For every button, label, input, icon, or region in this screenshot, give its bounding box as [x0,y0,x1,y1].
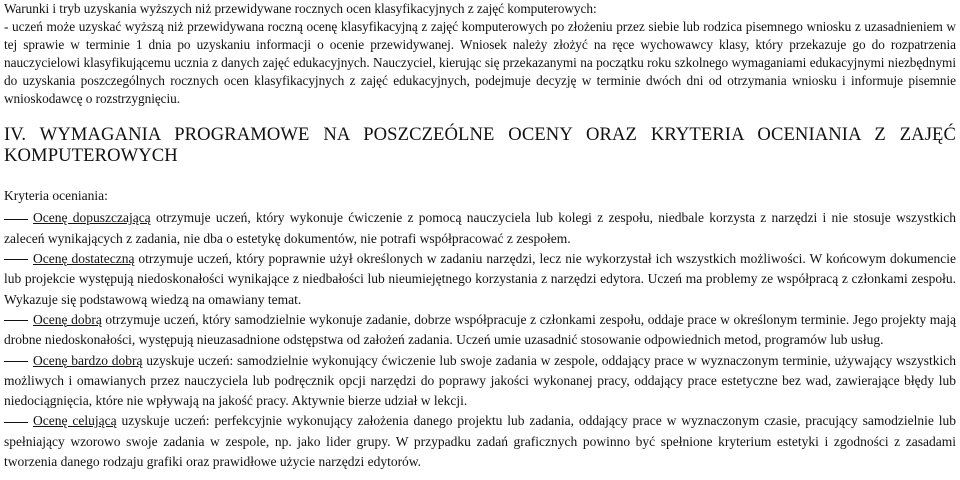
grade-label: Ocenę dopuszczającą [33,210,151,226]
criterion-text: otrzymuje uczeń, który samodzielnie wykonuje zadanie, dobrze współpracuje z członkami zespołu, oddaje prace w określonym terminie. Jego projekty mają drobne niedoskonałości, występują nieuzasadnione odstępstwa od założeń zadania. Uczeń umie uzasadnić stosowanie odpowiednich metod, programów lub usług. [4,311,957,348]
criterion-text: otrzymuje uczeń, który wykonuje ćwiczenie z pomocą nauczyciela lub kolegi z zespołu, niedbale korzysta z narzędzi i nie stosuje wszystkich zaleceń wynikających z zadania, nie dba o estetykę dokumentów, nie potrafi współpracować z zespołem. [4,210,956,246]
criterion-bardzo-dobra [4,351,956,412]
dash-bullet [4,259,28,260]
dash-bullet [4,361,28,362]
intro-paragraph: - uczeń może uzyskać wyższą niż przewidywana roczną ocenę klasyfikacyjną z zajęć komputerowych po złożeniu przez siebie lub rodzica pisemnego wniosku z uzasadnieniem w tej sprawie w terminie 1 dnia po uzyskaniu informacji o ocenie przewidywanej. Wniosek należy złożyć na ręce wychowawcy klasy, który przekazuje go do rozpatrzenia nauczycielowi klasyfikującemu ucznia z danych zajęć edukacyjnych. Nauczyciel, kierując się przekazanymi na początku roku szkolnego wymaganiami edukacyjnymi niezbędnymi do uzyskania poszczególnych rocznych ocen klasyfikacyjnych z zajęć edukacyjnych, podejmuje decyzję w terminie dwóch dni od otrzymania wniosku i informuje pisemnie wnioskodawcę o rozstrzygnięciu. [4,18,956,106]
dash-bullet [4,320,28,321]
criterion-dostateczna [4,249,956,310]
criterion-text: uzyskuje uczeń: perfekcyjnie wykonujący założenia danego projektu lub zadania, oddający prace w wyznaczonym czasie, pracujący samodzielnie lub spełniający wzorowo swoje zadania w zespole, np. jako lider grupy. W przypadku zadań graficznych powinno być spełnione kryterium estetyki i zgodności z zasadami tworzenia danego rodzaju grafiki oraz prawidłowe użycie narzędzi edytorów. [4,413,957,469]
criterion-celujaca [4,411,956,472]
grade-label: Ocenę dostateczną [33,251,135,267]
intro-title: Warunki i tryb uzyskania wyższych niż przewidywane rocznych ocen klasyfikacyjnych z zajęć komputerowych: [4,1,597,16]
criterion-text: uzyskuje uczeń: samodzielnie wykonujący ćwiczenie lub swoje zadania w zespole, oddający prace w wyznaczonym terminie, używający wszystkich możliwych i omawianych przez nauczyciela lub podręcznik opcji narzędzi do poprawy jakości wykonanej pracy, oddający prace estetyczne bez wad, zawierające błędy lub niedociągnięcia, które nie wpływają na jakość pracy. Aktywnie bierze udział w lekcji. [4,352,957,409]
section-heading: IV. WYMAGANIA PROGRAMOWE NA POSZCZEÓLNE OCENY ORAZ KRYTERIA OCENIANIA Z ZAJĘĆ KOMPUTEROWYCH [4,124,956,166]
grade-label: Ocenę bardzo dobrą [33,352,143,368]
criterion-dopuszczajaca [4,208,956,249]
dash-bullet [4,422,28,423]
criterion-text: otrzymuje uczeń, który poprawnie użył określonych w zadaniu narzędzi, lecz nie wykorzystał ich wszystkich możliwości. W końcowym dokumencie lub projekcie występują niedoskonałości wynikające z niedbałości lub nieumiejętnego korzystania z narzędzi edytora. Uczeń ma problemy ze współpracą z członkami zespołu. Wykazuje się podstawową wiedzą na omawiany temat. [4,251,956,307]
criterion-dobra [4,310,956,351]
grade-label: Ocenę celującą [33,413,117,429]
dash-bullet [4,219,28,220]
grade-label: Ocenę dobrą [33,311,102,327]
intro-block [4,0,956,107]
criteria-list [4,208,956,472]
criteria-title: Kryteria oceniania: [4,188,108,204]
